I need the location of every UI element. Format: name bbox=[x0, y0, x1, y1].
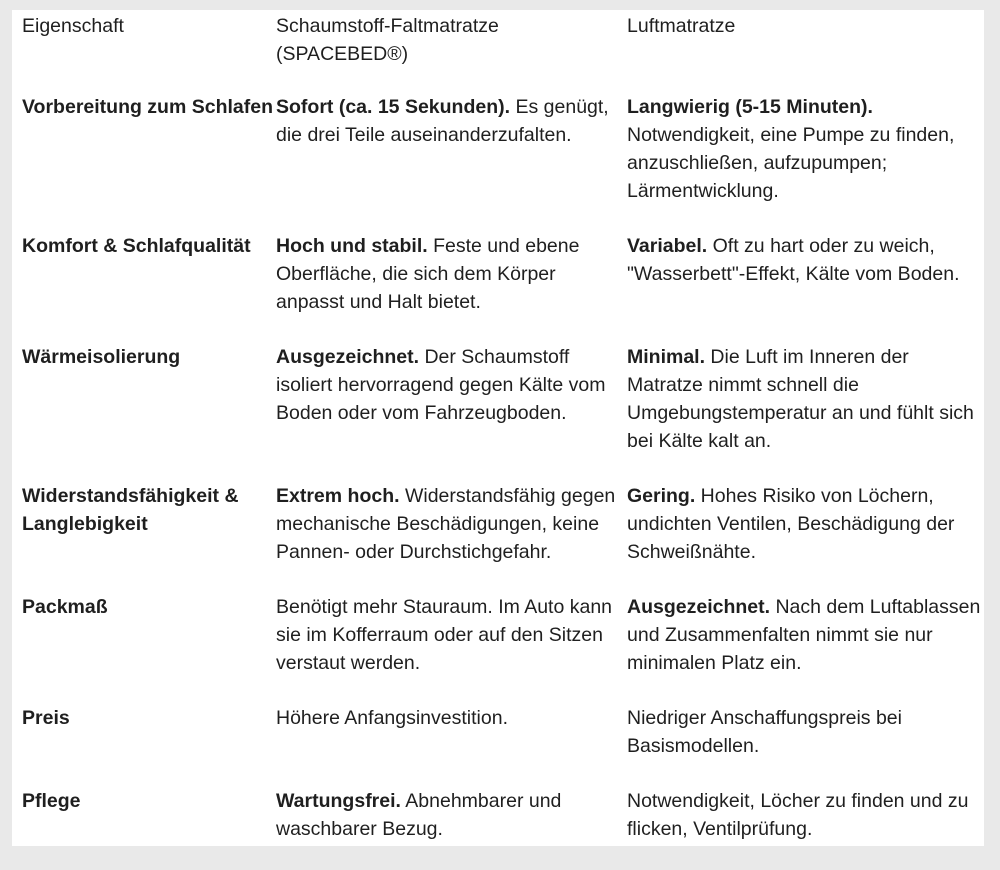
air-verdict: Variabel. bbox=[627, 235, 708, 257]
table-row bbox=[12, 232, 984, 343]
foam-verdict: Extrem hoch. bbox=[276, 485, 400, 507]
feature-cell: Vorbereitung zum Schlafen bbox=[22, 96, 274, 118]
foam-description: Feste und ebene Oberfläche, die sich dem Körper anpasst und Halt bietet. bbox=[276, 235, 580, 313]
comparison-table bbox=[12, 10, 984, 870]
foam-cell bbox=[276, 232, 627, 343]
header-foam-mattress: Schaumstoff-Faltmatratze (SPACEBED®) bbox=[276, 15, 499, 65]
air-cell bbox=[627, 704, 984, 787]
foam-cell bbox=[276, 93, 627, 232]
foam-cell bbox=[276, 704, 627, 787]
foam-cell bbox=[276, 593, 627, 704]
air-verdict: Ausgezeichnet. bbox=[627, 596, 771, 618]
air-cell bbox=[627, 482, 984, 593]
table-row bbox=[12, 482, 984, 593]
header-row bbox=[12, 10, 984, 93]
air-verdict: Langwierig (5-15 Minuten). bbox=[627, 96, 873, 118]
air-description: Hohes Risiko von Löchern, undichten Ventilen, Beschädigung der Schweißnähte. bbox=[627, 485, 955, 563]
air-description: Die Luft im Inneren der Matratze nimmt schnell die Umgebungstemperatur an und fühlt sich bei Kälte kalt an. bbox=[627, 346, 974, 452]
table-row bbox=[12, 343, 984, 482]
table-row bbox=[12, 787, 984, 870]
feature-cell: Pflege bbox=[22, 790, 81, 812]
air-description: Niedriger Anschaffungspreis bei Basismodellen. bbox=[627, 707, 902, 757]
foam-verdict: Ausgezeichnet. bbox=[276, 346, 420, 368]
foam-description: Benötigt mehr Stauraum. Im Auto kann sie im Kofferraum oder auf den Sitzen verstaut werden. bbox=[276, 596, 613, 674]
foam-cell bbox=[276, 787, 627, 870]
air-verdict: Minimal. bbox=[627, 346, 706, 368]
foam-description: Der Schaumstoff isoliert hervorragend gegen Kälte vom Boden oder vom Fahrzeugboden. bbox=[276, 346, 606, 424]
foam-description: Höhere Anfangsinvestition. bbox=[276, 707, 508, 729]
foam-verdict: Wartungsfrei. bbox=[276, 790, 401, 812]
foam-description: Abnehmbarer und waschbarer Bezug. bbox=[276, 790, 562, 840]
foam-verdict: Sofort (ca. 15 Sekunden). bbox=[276, 96, 511, 118]
foam-cell bbox=[276, 343, 627, 482]
foam-description: Es genügt, die drei Teile auseinanderzufalten. bbox=[276, 96, 609, 146]
feature-cell: Komfort & Schlafqualität bbox=[22, 235, 251, 257]
air-cell bbox=[627, 93, 984, 232]
table-row bbox=[12, 704, 984, 787]
header-air-mattress: Luftmatratze bbox=[627, 15, 736, 37]
air-verdict: Gering. bbox=[627, 485, 696, 507]
air-description: Notwendigkeit, Löcher zu finden und zu flicken, Ventilprüfung. bbox=[627, 790, 969, 840]
air-description: Nach dem Luftablassen und Zusammenfalten nimmt sie nur minimalen Platz ein. bbox=[627, 596, 981, 674]
header-feature: Eigenschaft bbox=[22, 15, 124, 37]
air-cell bbox=[627, 593, 984, 704]
air-description: Oft zu hart oder zu weich, "Wasserbett"-Effekt, Kälte vom Boden. bbox=[627, 235, 960, 285]
feature-cell: Widerstandsfähigkeit & Langlebigkeit bbox=[22, 485, 239, 535]
table-row bbox=[12, 593, 984, 704]
air-cell bbox=[627, 343, 984, 482]
table-row bbox=[12, 93, 984, 232]
feature-cell: Packmaß bbox=[22, 596, 108, 618]
foam-description: Widerstandsfähig gegen mechanische Beschädigungen, keine Pannen- oder Durchstichgefahr. bbox=[276, 485, 616, 563]
air-cell bbox=[627, 232, 984, 343]
comparison-panel bbox=[12, 10, 984, 846]
foam-cell bbox=[276, 482, 627, 593]
air-description: Notwendigkeit, eine Pumpe zu finden, anzuschließen, aufzupumpen; Lärmentwicklung. bbox=[627, 124, 955, 202]
air-cell bbox=[627, 787, 984, 870]
feature-cell: Wärmeisolierung bbox=[22, 346, 181, 368]
foam-verdict: Hoch und stabil. bbox=[276, 235, 428, 257]
feature-cell: Preis bbox=[22, 707, 70, 729]
